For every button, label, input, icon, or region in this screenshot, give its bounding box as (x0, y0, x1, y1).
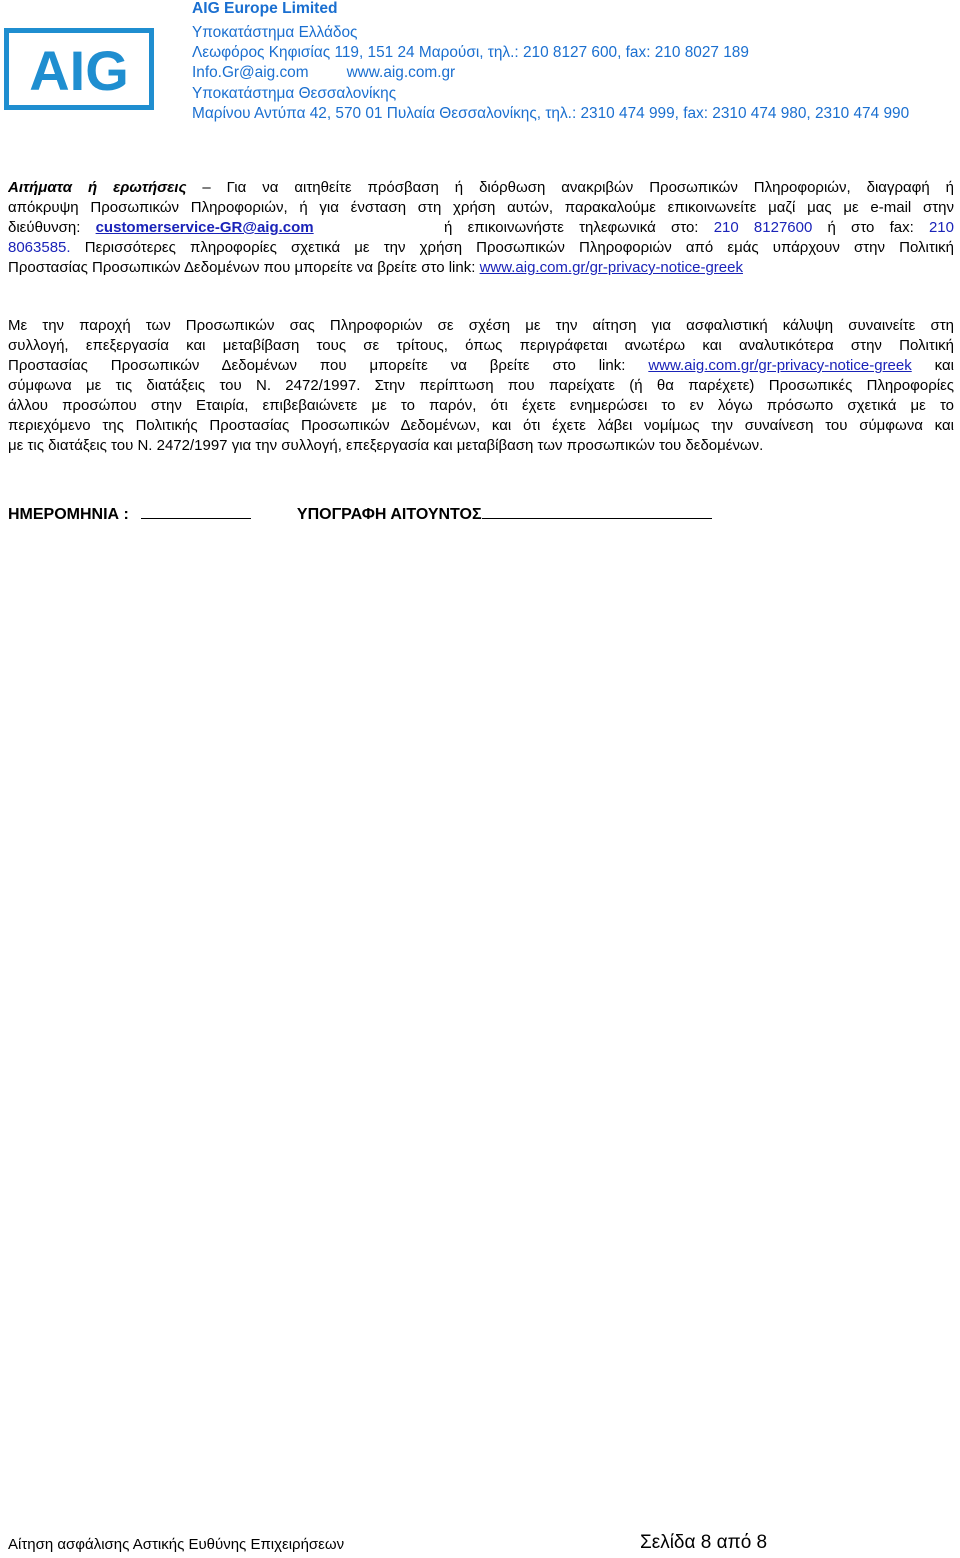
date-label: ΗΜΕΡΟΜΗΝΙΑ : (8, 506, 129, 523)
requests-line-4: 8063585. Περισσότερες πληροφορίες σχετικά με την χρήση Προσωπικών Πληροφοριών από εμάς υπάρχουν στην Πολιτική (8, 239, 954, 256)
branch-greece: Υποκατάστημα Ελλάδος (192, 24, 358, 41)
fax-number: 8063585. (8, 239, 71, 256)
consent-line-6: περιεχόμενο της Πολιτικής Προστασίας Προσωπικών Δεδομένων, και ότι έχετε λάβει νομίμως την συναίνεση του σύμφωνα και (8, 417, 954, 434)
requests-heading: Αιτήματα ή ερωτήσεις (8, 179, 187, 196)
contact-line (192, 64, 455, 82)
aig-logo (4, 28, 154, 110)
header-website[interactable]: www.aig.com.gr (346, 64, 456, 81)
requests-line-1: Αιτήματα ή ερωτήσεις – Για να αιτηθείτε πρόσβαση ή διόρθωση ανακριβών Προσωπικών Πληροφοριών, διαγραφή ή (8, 179, 954, 196)
signature-label: ΥΠΟΓΡΑΦΗ ΑΙΤΟΥΝΤΟΣ (296, 506, 482, 523)
header-email[interactable]: Info.Gr@aig.com (192, 64, 309, 81)
consent-paragraph (8, 316, 954, 456)
consent-line-2: συλλογή, επεξεργασία και μεταβίβαση τους σε τρίτους, όπως περιγράφεται ανωτέρω και αναλυτικότερα στην Πολιτική (8, 337, 954, 354)
svg-text:AIG: AIG (29, 39, 129, 100)
consent-line-1: Με την παροχή των Προσωπικών σας Πληροφοριών σε σχέση με την αίτηση για ασφαλιστική κάλυψη συναινείτε στη (8, 317, 954, 334)
requests-line-2: απόκρυψη Προσωπικών Πληροφοριών, ή για ένσταση στη χρήση αυτών, παρακαλούμε επικοινωνείτε μαζί μας με e-mail στην (8, 199, 954, 216)
consent-privacy-link[interactable]: www.aig.com.gr/gr-privacy-notice-greek (648, 357, 912, 374)
requests-paragraph (8, 178, 954, 278)
customer-service-email-link[interactable]: customerservice-GR@aig.com (95, 219, 314, 236)
privacy-notice-link[interactable]: www.aig.com.gr/gr-privacy-notice-greek (479, 259, 743, 276)
signature-row (8, 502, 712, 524)
consent-line-7: με τις διατάξεις του Ν. 2472/1997 για την συλλογή, επεξεργασία και μεταβίβαση των προσωπικών του δεδομένων. (8, 437, 764, 454)
aig-logo-mark (14, 38, 144, 100)
phone-number: 210 8127600 (713, 219, 813, 236)
signature-field[interactable] (482, 502, 712, 519)
footer-document-title: Αίτηση ασφάλισης Αστικής Ευθύνης Επιχειρήσεων (8, 1536, 345, 1553)
consent-line-3: Προστασίας Προσωπικών Δεδομένων που μπορείτε να βρείτε στο link: www.aig.com.gr/gr-privacy-notice-greek και (8, 357, 954, 374)
requests-line-5: Προστασίας Προσωπικών Δεδομένων που μπορείτε να βρείτε στο link: www.aig.com.gr/gr-privacy-notice-greek (8, 259, 743, 276)
address-thessaloniki: Μαρίνου Αντύπα 42, 570 01 Πυλαία Θεσσαλονίκης, τηλ.: 2310 474 999, fax: 2310 474 980, 2310 474 990 (192, 105, 910, 122)
consent-line-5: άλλου προσώπου στην Εταιρία, επιβεβαιώνετε με το παρόν, ότι έχετε ενημερώσει το εν λόγω πρόσωπο σχετικά με το (8, 397, 954, 414)
company-name: AIG Europe Limited (192, 0, 338, 17)
requests-line-3: διεύθυνση: customerservice-GR@aig.com ή επικοινωνήστε τηλεφωνικά στο: 210 8127600 ή στο fax: 210 (8, 219, 954, 236)
footer-page-info: Σελίδα 8 από 8 (640, 1532, 768, 1553)
address-athens: Λεωφόρος Κηφισίας 119, 151 24 Μαρούσι, τηλ.: 210 8127 600, fax: 210 8027 189 (192, 44, 749, 61)
branch-thessaloniki: Υποκατάστημα Θεσσαλονίκης (192, 85, 397, 102)
consent-line-4: σύμφωνα με τις διατάξεις του Ν. 2472/1997. Στην περίπτωση που παρείχατε (ή θα παρέχετε) Προσωπικές Πληροφορίες (8, 377, 954, 394)
date-field[interactable] (141, 502, 251, 519)
